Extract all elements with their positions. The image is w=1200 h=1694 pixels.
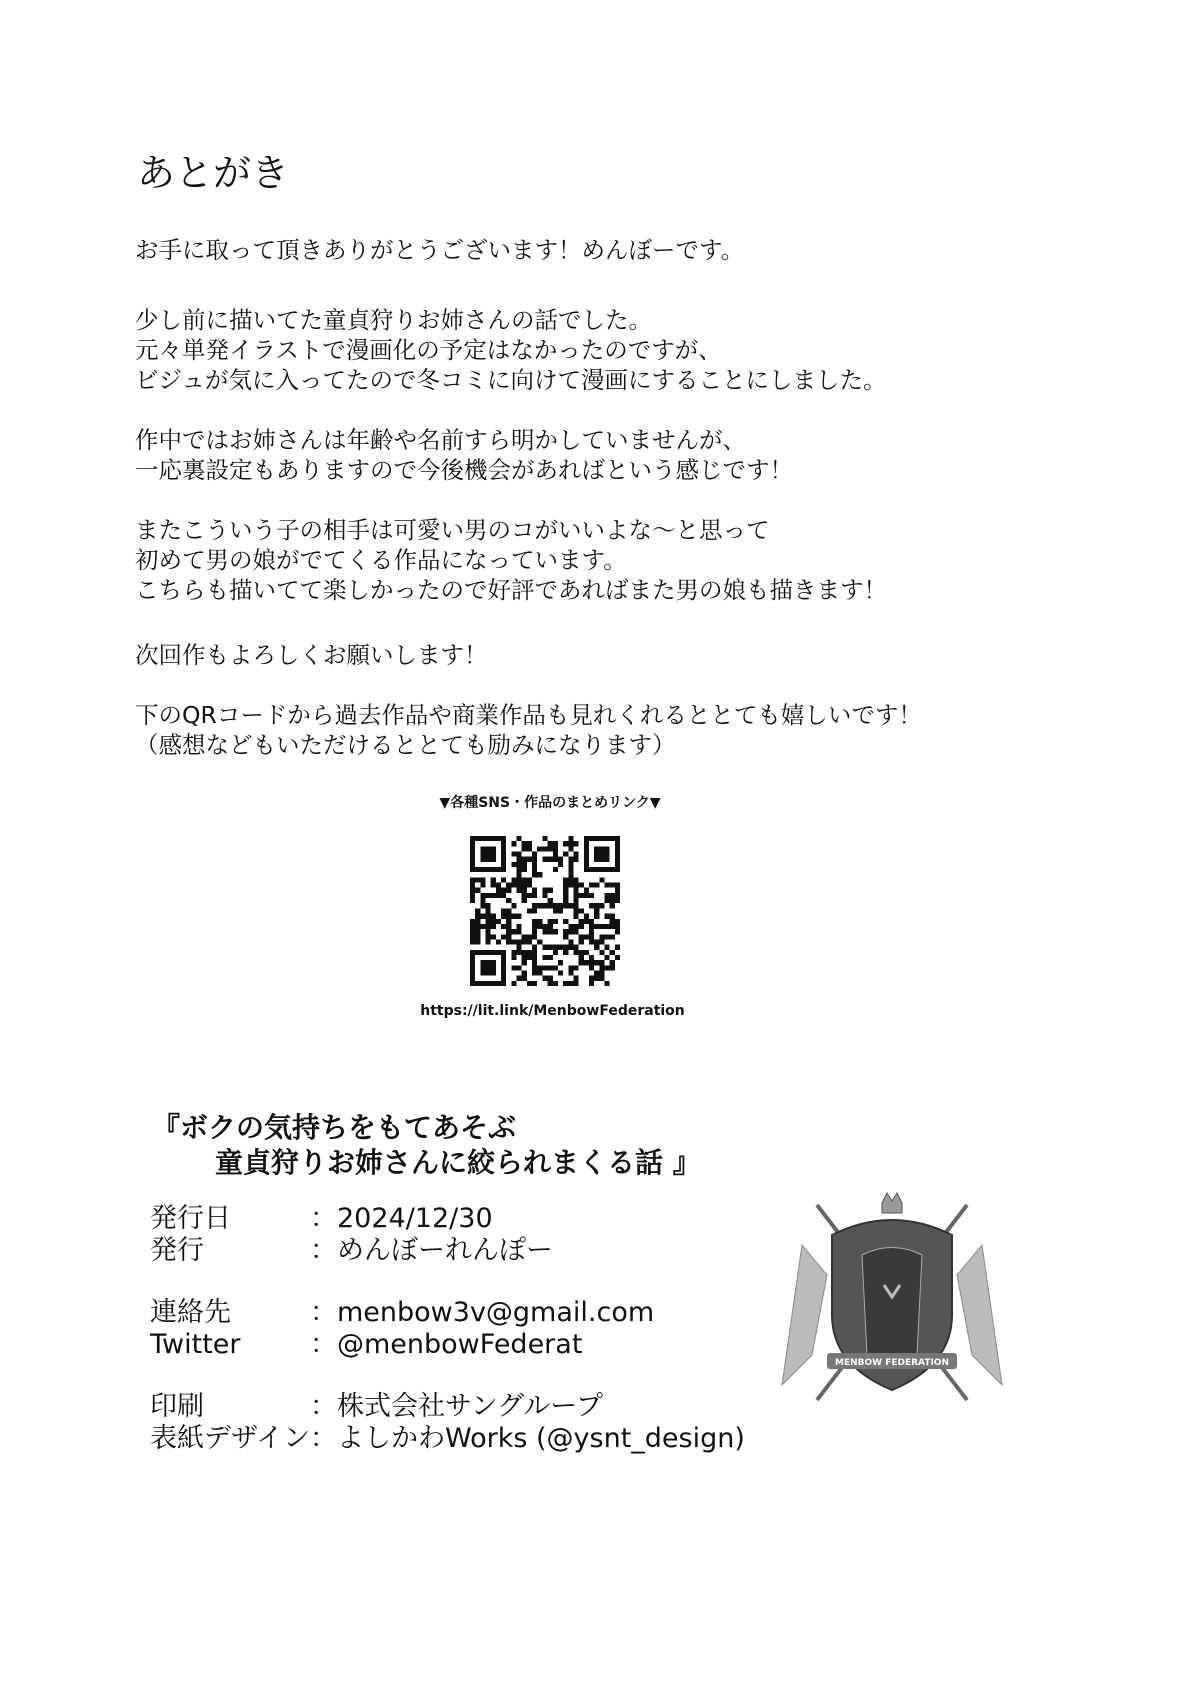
text-line: 初めて男の娘がでてくる作品になっています。 (135, 546, 627, 574)
emblem-text: MENBOW FEDERATION (835, 1358, 949, 1368)
text-line: 下のQRコードから過去作品や商業作品も見れくれるととても嬉しいです！ (135, 701, 922, 729)
sns-links-label: ▼各種SNS・作品のまとめリンク▼ (439, 795, 661, 811)
colophon-label: 発行日 (150, 1203, 231, 1234)
paragraph-setting (135, 425, 793, 485)
colophon-label: 発行 (150, 1235, 204, 1266)
paragraph-greeting (135, 235, 744, 265)
colophon-label: 印刷 (150, 1391, 204, 1422)
colophon-value: ：株式会社サングループ (310, 1391, 603, 1422)
text-line: 作中ではお姉さんは年齢や名前すら明かしていませんが、 (135, 426, 746, 454)
text-line: お手に取って頂きありがとうございます！めんぼーです。 (135, 236, 745, 264)
paragraph-qr (135, 700, 922, 760)
text-line: ビジュが気に入ってたので冬コミに向けて漫画にすることにしました。 (135, 366, 887, 394)
menbow-federation-emblem (772, 1185, 1012, 1410)
paragraph-otokonoko (135, 515, 887, 605)
text-line: またこういう子の相手は可愛い男のコがいいよな～と思って (135, 516, 770, 544)
text-line: 少し前に描いてた童貞狩りお姉さんの話でした。 (135, 306, 652, 334)
colophon-label: 連絡先 (150, 1297, 231, 1328)
colophon-twitter (150, 1322, 582, 1361)
colophon-label: 表紙デザイン (150, 1423, 311, 1454)
colophon-value: ：menbow3v@gmail.com (310, 1297, 655, 1328)
text-line: こちらも描いてて楽しかったので好評であればまた男の娘も描きます！ (135, 576, 887, 604)
text-line: （感想などもいただけるととても励みになります） (135, 731, 676, 759)
colophon-value: ：めんぼーれんぽー (310, 1235, 553, 1266)
text-line: 一応裏設定もありますので今後機会があればという感じです！ (135, 456, 793, 484)
book-title-line1: 『ボクの気持ちをもてあそぶ (152, 1111, 517, 1144)
text-line: 元々単発イラストで漫画化の予定はなかったのですが、 (135, 336, 722, 364)
book-title-line2: 童貞狩りお姉さんに絞られまくる話 』 (215, 1146, 701, 1179)
colophon-publisher (150, 1228, 553, 1267)
paragraph-story (135, 305, 887, 395)
link-url[interactable]: https://lit.link/MenbowFederation (420, 1003, 685, 1019)
qr-code[interactable] (470, 836, 620, 986)
colophon-value: ：2024/12/30 (310, 1203, 493, 1234)
text-line: 次回作もよろしくお願いします！ (135, 641, 488, 669)
colophon-value: ：よしかわWorks (@ysnt_design) (310, 1423, 745, 1454)
afterword-heading: あとがき (137, 151, 290, 195)
colophon-value: ：@menbowFederat (310, 1329, 583, 1360)
colophon-cover-design (150, 1416, 745, 1455)
paragraph-next (135, 640, 488, 670)
colophon-label: Twitter (150, 1329, 241, 1360)
